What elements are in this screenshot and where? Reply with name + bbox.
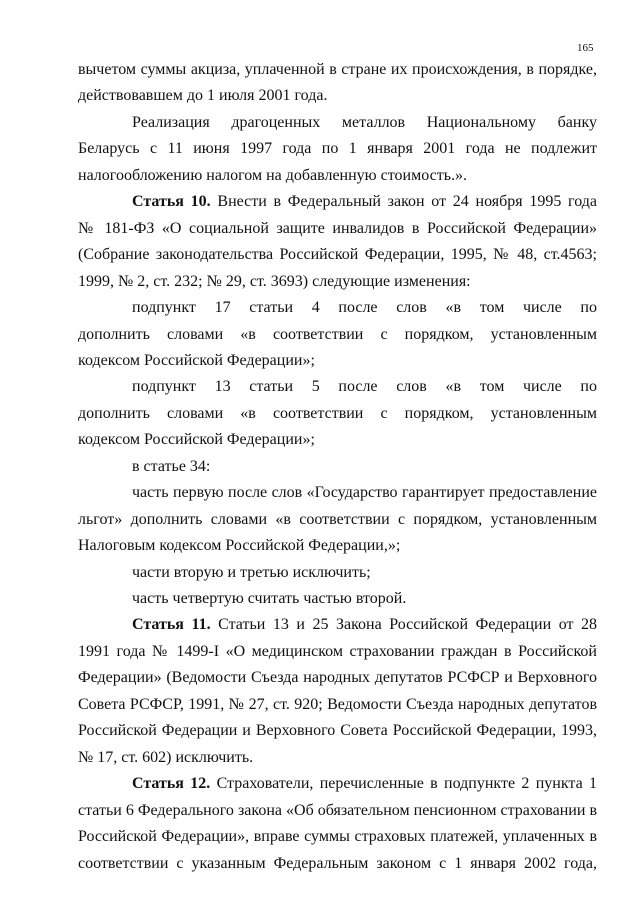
text-line — [132, 192, 597, 212]
text-line — [132, 113, 597, 133]
text-line — [78, 748, 597, 768]
line-text: льгот» дополнить словами «в соответствии с порядком, установленным — [78, 510, 597, 528]
line-text: Федерации» (Ведомости Съезда народных депутатов РСФСР и Верховного — [78, 669, 597, 687]
text-line — [78, 695, 597, 715]
line-text: 1999, № 2, ст. 232; № 29, ст. 3693) следующие изменения: — [78, 272, 471, 290]
line-text: налогообложению налогом на добавленную стоимость.». — [78, 166, 467, 184]
text-line — [78, 60, 597, 80]
line-text: Реализация драгоценных металлов Национальному банку — [132, 113, 597, 131]
text-line — [78, 166, 597, 186]
text-line — [132, 563, 597, 583]
line-text: Статьи 13 и 25 Закона Российской Федерации от 28 — [218, 616, 597, 634]
text-line — [78, 325, 597, 345]
text-line — [132, 298, 597, 318]
text-line — [78, 668, 597, 688]
line-text: часть четвертую считать частью второй. — [132, 590, 407, 607]
line-text: в статье 34: — [132, 457, 211, 475]
article-heading: Статья 10. — [132, 193, 211, 211]
text-line — [132, 377, 597, 397]
line-text: Внести в Федеральный закон от 24 ноября 1995 года — [210, 193, 597, 211]
line-text: часть первую после слов «Государство гарантирует предоставление — [132, 484, 597, 502]
line-text: № 17, ст. 602) исключить. — [78, 748, 254, 766]
line-text: дополнить словами «в соответствии с порядком, установленным — [78, 325, 597, 343]
line-text: статьи 6 Федерального закона «Об обязательном пенсионном страховании в — [78, 801, 597, 819]
line-text: № 181-ФЗ «О социальной защите инвалидов в Российской Федерации» — [78, 219, 597, 237]
text-line — [78, 430, 597, 450]
text-line — [78, 510, 597, 530]
text-line — [78, 139, 597, 159]
line-text: Беларусь с 11 июня 1997 года по 1 января 2001 года не подлежит — [78, 140, 597, 158]
line-text: кодексом Российской Федерации»; — [78, 351, 315, 369]
article-heading: Статья 11. — [132, 616, 211, 634]
text-line — [78, 642, 597, 662]
line-text: 1991 года № 1499-I «О медицинском страховании граждан в Российской — [78, 642, 597, 660]
article-heading: Статья 12. — [132, 775, 211, 793]
text-line — [78, 854, 597, 874]
text-line — [132, 457, 597, 477]
line-text: подпункт 17 статьи 4 после слов «в том числе по — [132, 299, 597, 317]
text-line — [78, 245, 597, 265]
line-text: вычетом суммы акциза, уплаченной в стране их происхождения, в порядке, — [78, 61, 597, 78]
line-text: действовавшем до 1 июля 2001 года. — [78, 87, 328, 105]
line-text: Российской Федерации и Верховного Совета Российской Федерации, 1993, — [78, 722, 597, 740]
text-line — [78, 536, 597, 556]
line-text: подпункт 13 статьи 5 после слов «в том числе по — [132, 378, 597, 396]
text-line — [78, 86, 597, 106]
text-line — [132, 615, 597, 635]
line-text: Страхователи, перечисленные в подпункте 2 пункта 1 — [210, 775, 597, 793]
line-text: Российской Федерации», вправе суммы страховых платежей, уплаченных в — [78, 828, 597, 846]
line-text: соответствии с указанным Федеральным законом с 1 января 2002 года, — [78, 854, 597, 872]
text-line — [78, 351, 597, 371]
line-text: Совета РСФСР, 1991, № 27, ст. 920; Ведомости Съезда народных депутатов — [78, 695, 597, 713]
page-number: 165 — [577, 42, 594, 54]
text-line — [78, 219, 597, 239]
text-line — [132, 589, 597, 609]
line-text: дополнить словами «в соответствии с порядком, установленным — [78, 404, 597, 422]
line-text: части вторую и третью исключить; — [132, 563, 371, 581]
line-text: кодексом Российской Федерации»; — [78, 431, 315, 449]
text-line — [78, 801, 597, 821]
text-line — [78, 272, 597, 292]
text-line — [78, 827, 597, 847]
text-line — [78, 721, 597, 741]
text-line — [78, 404, 597, 424]
line-text: (Собрание законодательства Российской Федерации, 1995, № 48, ст.4563; — [78, 246, 597, 264]
text-line — [132, 774, 597, 794]
line-text: Налоговым кодексом Российской Федерации,»; — [78, 537, 401, 555]
text-line — [132, 483, 597, 503]
